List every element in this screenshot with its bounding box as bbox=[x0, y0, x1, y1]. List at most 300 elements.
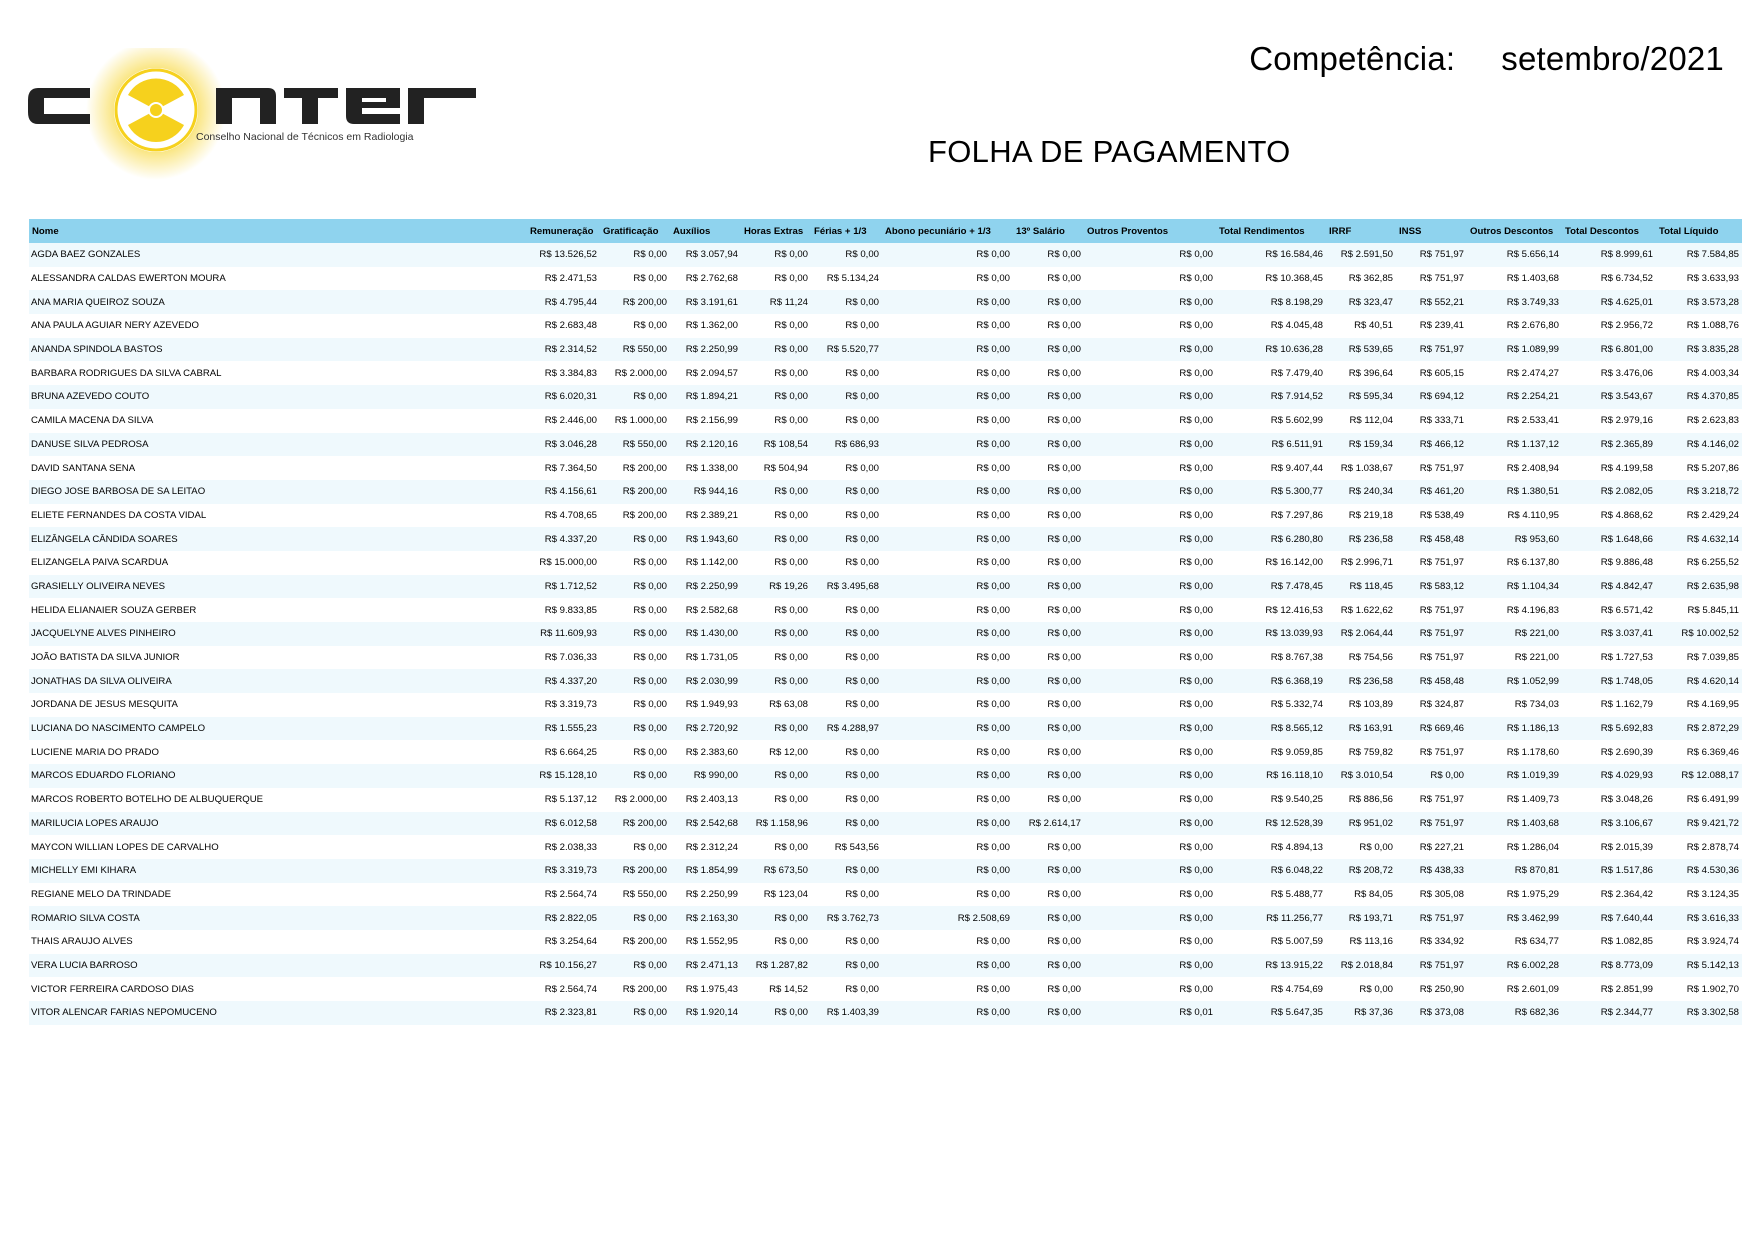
amount-cell: R$ 1.902,70 bbox=[1656, 977, 1742, 1001]
amount-cell: R$ 305,08 bbox=[1396, 883, 1467, 907]
amount-cell: R$ 0,00 bbox=[811, 551, 882, 575]
amount-cell: R$ 3.302,58 bbox=[1656, 1001, 1742, 1025]
amount-cell: R$ 16.584,46 bbox=[1216, 243, 1326, 267]
amount-cell: R$ 0,00 bbox=[600, 314, 670, 338]
employee-name-cell: MAYCON WILLIAN LOPES DE CARVALHO bbox=[29, 835, 527, 859]
amount-cell: R$ 0,00 bbox=[741, 669, 811, 693]
column-header: Horas Extras bbox=[741, 219, 811, 243]
amount-cell: R$ 1.052,99 bbox=[1467, 669, 1562, 693]
amount-cell: R$ 4.625,01 bbox=[1562, 290, 1656, 314]
amount-cell: R$ 458,48 bbox=[1396, 669, 1467, 693]
amount-cell: R$ 112,04 bbox=[1326, 409, 1396, 433]
amount-cell: R$ 2.956,72 bbox=[1562, 314, 1656, 338]
table-row bbox=[29, 764, 1742, 788]
amount-cell: R$ 751,97 bbox=[1396, 788, 1467, 812]
amount-cell: R$ 1.748,05 bbox=[1562, 669, 1656, 693]
employee-name-cell: JONATHAS DA SILVA OLIVEIRA bbox=[29, 669, 527, 693]
amount-cell: R$ 2.403,13 bbox=[670, 788, 741, 812]
amount-cell: R$ 1.162,79 bbox=[1562, 693, 1656, 717]
amount-cell: R$ 1.555,23 bbox=[527, 717, 600, 741]
amount-cell: R$ 1.104,34 bbox=[1467, 575, 1562, 599]
amount-cell: R$ 595,34 bbox=[1326, 385, 1396, 409]
table-row bbox=[29, 859, 1742, 883]
amount-cell: R$ 1.403,68 bbox=[1467, 267, 1562, 291]
amount-cell: R$ 4.196,83 bbox=[1467, 598, 1562, 622]
amount-cell: R$ 13.526,52 bbox=[527, 243, 600, 267]
amount-cell: R$ 2.683,48 bbox=[527, 314, 600, 338]
logo-letter-e bbox=[346, 88, 400, 124]
amount-cell: R$ 0,00 bbox=[1013, 551, 1084, 575]
competencia-label: Competência: bbox=[1249, 40, 1456, 77]
column-header: Total Descontos bbox=[1562, 219, 1656, 243]
amount-cell: R$ 4.632,14 bbox=[1656, 527, 1742, 551]
amount-cell: R$ 0,00 bbox=[811, 812, 882, 836]
amount-cell: R$ 0,00 bbox=[741, 788, 811, 812]
column-header: Outros Descontos bbox=[1467, 219, 1562, 243]
amount-cell: R$ 0,00 bbox=[741, 409, 811, 433]
amount-cell: R$ 2.676,80 bbox=[1467, 314, 1562, 338]
amount-cell: R$ 0,00 bbox=[1084, 361, 1216, 385]
amount-cell: R$ 4.146,02 bbox=[1656, 433, 1742, 457]
amount-cell: R$ 4.156,61 bbox=[527, 480, 600, 504]
column-header: Remuneração bbox=[527, 219, 600, 243]
amount-cell: R$ 2.623,83 bbox=[1656, 409, 1742, 433]
amount-cell: R$ 6.012,58 bbox=[527, 812, 600, 836]
amount-cell: R$ 0,00 bbox=[1013, 598, 1084, 622]
amount-cell: R$ 0,00 bbox=[600, 906, 670, 930]
amount-cell: R$ 12.088,17 bbox=[1656, 764, 1742, 788]
employee-name-cell: ROMARIO SILVA COSTA bbox=[29, 906, 527, 930]
amount-cell: R$ 0,00 bbox=[1013, 859, 1084, 883]
amount-cell: R$ 2.564,74 bbox=[527, 883, 600, 907]
amount-cell: R$ 5.207,86 bbox=[1656, 456, 1742, 480]
amount-cell: R$ 0,00 bbox=[811, 883, 882, 907]
amount-cell: R$ 0,00 bbox=[1013, 314, 1084, 338]
amount-cell: R$ 3.010,54 bbox=[1326, 764, 1396, 788]
amount-cell: R$ 0,00 bbox=[882, 338, 1013, 362]
amount-cell: R$ 396,64 bbox=[1326, 361, 1396, 385]
table-row bbox=[29, 409, 1742, 433]
amount-cell: R$ 1.178,60 bbox=[1467, 740, 1562, 764]
amount-cell: R$ 113,16 bbox=[1326, 930, 1396, 954]
employee-name-cell: ANA MARIA QUEIROZ SOUZA bbox=[29, 290, 527, 314]
amount-cell: R$ 0,00 bbox=[1013, 527, 1084, 551]
amount-cell: R$ 0,00 bbox=[1013, 504, 1084, 528]
amount-cell: R$ 2.312,24 bbox=[670, 835, 741, 859]
amount-cell: R$ 2.000,00 bbox=[600, 361, 670, 385]
amount-cell: R$ 0,00 bbox=[1013, 456, 1084, 480]
table-row bbox=[29, 622, 1742, 646]
amount-cell: R$ 0,00 bbox=[811, 740, 882, 764]
amount-cell: R$ 1.409,73 bbox=[1467, 788, 1562, 812]
amount-cell: R$ 1.943,60 bbox=[670, 527, 741, 551]
amount-cell: R$ 2.120,16 bbox=[670, 433, 741, 457]
amount-cell: R$ 2.446,00 bbox=[527, 409, 600, 433]
employee-name-cell: BRUNA AZEVEDO COUTO bbox=[29, 385, 527, 409]
amount-cell: R$ 0,00 bbox=[811, 977, 882, 1001]
employee-name-cell: JACQUELYNE ALVES PINHEIRO bbox=[29, 622, 527, 646]
amount-cell: R$ 0,00 bbox=[741, 551, 811, 575]
table-row bbox=[29, 527, 1742, 551]
amount-cell: R$ 0,00 bbox=[741, 385, 811, 409]
amount-cell: R$ 1.949,93 bbox=[670, 693, 741, 717]
amount-cell: R$ 6.491,99 bbox=[1656, 788, 1742, 812]
amount-cell: R$ 4.894,13 bbox=[1216, 835, 1326, 859]
amount-cell: R$ 5.520,77 bbox=[811, 338, 882, 362]
employee-name-cell: HELIDA ELIANAIER SOUZA GERBER bbox=[29, 598, 527, 622]
amount-cell: R$ 0,00 bbox=[882, 575, 1013, 599]
amount-cell: R$ 6.137,80 bbox=[1467, 551, 1562, 575]
amount-cell: R$ 200,00 bbox=[600, 504, 670, 528]
amount-cell: R$ 0,00 bbox=[1013, 764, 1084, 788]
amount-cell: R$ 0,00 bbox=[1084, 693, 1216, 717]
column-header: INSS bbox=[1396, 219, 1467, 243]
amount-cell: R$ 751,97 bbox=[1396, 622, 1467, 646]
amount-cell: R$ 2.018,84 bbox=[1326, 954, 1396, 978]
amount-cell: R$ 3.254,64 bbox=[527, 930, 600, 954]
amount-cell: R$ 373,08 bbox=[1396, 1001, 1467, 1025]
employee-name-cell: MICHELLY EMI KIHARA bbox=[29, 859, 527, 883]
amount-cell: R$ 40,51 bbox=[1326, 314, 1396, 338]
amount-cell: R$ 0,00 bbox=[1013, 243, 1084, 267]
table-row bbox=[29, 385, 1742, 409]
amount-cell: R$ 2.720,92 bbox=[670, 717, 741, 741]
amount-cell: R$ 550,00 bbox=[600, 338, 670, 362]
amount-cell: R$ 208,72 bbox=[1326, 859, 1396, 883]
amount-cell: R$ 193,71 bbox=[1326, 906, 1396, 930]
amount-cell: R$ 2.365,89 bbox=[1562, 433, 1656, 457]
amount-cell: R$ 0,00 bbox=[811, 622, 882, 646]
amount-cell: R$ 3.057,94 bbox=[670, 243, 741, 267]
amount-cell: R$ 0,00 bbox=[882, 527, 1013, 551]
amount-cell: R$ 200,00 bbox=[600, 859, 670, 883]
amount-cell: R$ 751,97 bbox=[1396, 456, 1467, 480]
amount-cell: R$ 2.542,68 bbox=[670, 812, 741, 836]
employee-name-cell: MARILUCIA LOPES ARAUJO bbox=[29, 812, 527, 836]
amount-cell: R$ 16.142,00 bbox=[1216, 551, 1326, 575]
amount-cell: R$ 0,00 bbox=[600, 267, 670, 291]
employee-name-cell: MARCOS ROBERTO BOTELHO DE ALBUQUERQUE bbox=[29, 788, 527, 812]
amount-cell: R$ 3.218,72 bbox=[1656, 480, 1742, 504]
table-row bbox=[29, 788, 1742, 812]
amount-cell: R$ 1.287,82 bbox=[741, 954, 811, 978]
amount-cell: R$ 0,00 bbox=[882, 954, 1013, 978]
amount-cell: R$ 0,00 bbox=[741, 243, 811, 267]
amount-cell: R$ 605,15 bbox=[1396, 361, 1467, 385]
amount-cell: R$ 7.364,50 bbox=[527, 456, 600, 480]
amount-cell: R$ 103,89 bbox=[1326, 693, 1396, 717]
employee-name-cell: AGDA BAEZ GONZALES bbox=[29, 243, 527, 267]
employee-name-cell: LUCIANA DO NASCIMENTO CAMPELO bbox=[29, 717, 527, 741]
amount-cell: R$ 4.199,58 bbox=[1562, 456, 1656, 480]
amount-cell: R$ 0,00 bbox=[1084, 267, 1216, 291]
amount-cell: R$ 990,00 bbox=[670, 764, 741, 788]
amount-cell: R$ 1.975,43 bbox=[670, 977, 741, 1001]
amount-cell: R$ 0,00 bbox=[882, 740, 1013, 764]
amount-cell: R$ 2.064,44 bbox=[1326, 622, 1396, 646]
amount-cell: R$ 0,00 bbox=[1326, 835, 1396, 859]
amount-cell: R$ 6.734,52 bbox=[1562, 267, 1656, 291]
amount-cell: R$ 4.795,44 bbox=[527, 290, 600, 314]
amount-cell: R$ 686,93 bbox=[811, 433, 882, 457]
table-row bbox=[29, 883, 1742, 907]
amount-cell: R$ 2.822,05 bbox=[527, 906, 600, 930]
amount-cell: R$ 0,00 bbox=[882, 504, 1013, 528]
amount-cell: R$ 2.389,21 bbox=[670, 504, 741, 528]
table-row bbox=[29, 977, 1742, 1001]
amount-cell: R$ 2.364,42 bbox=[1562, 883, 1656, 907]
amount-cell: R$ 1.082,85 bbox=[1562, 930, 1656, 954]
amount-cell: R$ 2.996,71 bbox=[1326, 551, 1396, 575]
amount-cell: R$ 0,00 bbox=[882, 551, 1013, 575]
employee-name-cell: CAMILA MACENA DA SILVA bbox=[29, 409, 527, 433]
amount-cell: R$ 0,00 bbox=[1013, 930, 1084, 954]
amount-cell: R$ 0,00 bbox=[811, 693, 882, 717]
amount-cell: R$ 0,00 bbox=[811, 480, 882, 504]
amount-cell: R$ 12,00 bbox=[741, 740, 811, 764]
amount-cell: R$ 751,97 bbox=[1396, 906, 1467, 930]
amount-cell: R$ 2.250,99 bbox=[670, 883, 741, 907]
amount-cell: R$ 0,00 bbox=[600, 740, 670, 764]
amount-cell: R$ 333,71 bbox=[1396, 409, 1467, 433]
amount-cell: R$ 0,00 bbox=[1013, 977, 1084, 1001]
amount-cell: R$ 0,00 bbox=[1084, 456, 1216, 480]
amount-cell: R$ 0,00 bbox=[1013, 338, 1084, 362]
amount-cell: R$ 1.000,00 bbox=[600, 409, 670, 433]
amount-cell: R$ 0,00 bbox=[1084, 764, 1216, 788]
amount-cell: R$ 4.708,65 bbox=[527, 504, 600, 528]
amount-cell: R$ 539,65 bbox=[1326, 338, 1396, 362]
amount-cell: R$ 7.297,86 bbox=[1216, 504, 1326, 528]
amount-cell: R$ 3.048,26 bbox=[1562, 788, 1656, 812]
amount-cell: R$ 200,00 bbox=[600, 977, 670, 1001]
amount-cell: R$ 0,00 bbox=[600, 693, 670, 717]
amount-cell: R$ 0,00 bbox=[1013, 693, 1084, 717]
amount-cell: R$ 0,00 bbox=[882, 314, 1013, 338]
amount-cell: R$ 2.762,68 bbox=[670, 267, 741, 291]
amount-cell: R$ 9.421,72 bbox=[1656, 812, 1742, 836]
amount-cell: R$ 3.573,28 bbox=[1656, 290, 1742, 314]
amount-cell: R$ 8.767,38 bbox=[1216, 646, 1326, 670]
column-header: 13º Salário bbox=[1013, 219, 1084, 243]
amount-cell: R$ 5.602,99 bbox=[1216, 409, 1326, 433]
employee-name-cell: ANA PAULA AGUIAR NERY AZEVEDO bbox=[29, 314, 527, 338]
logo-subtitle: Conselho Nacional de Técnicos em Radiologia bbox=[196, 131, 414, 143]
amount-cell: R$ 458,48 bbox=[1396, 527, 1467, 551]
amount-cell: R$ 108,54 bbox=[741, 433, 811, 457]
amount-cell: R$ 0,00 bbox=[1013, 883, 1084, 907]
employee-name-cell: THAIS ARAUJO ALVES bbox=[29, 930, 527, 954]
amount-cell: R$ 3.046,28 bbox=[527, 433, 600, 457]
amount-cell: R$ 4.029,93 bbox=[1562, 764, 1656, 788]
amount-cell: R$ 0,00 bbox=[882, 385, 1013, 409]
amount-cell: R$ 8.999,61 bbox=[1562, 243, 1656, 267]
amount-cell: R$ 0,00 bbox=[882, 598, 1013, 622]
amount-cell: R$ 3.037,41 bbox=[1562, 622, 1656, 646]
amount-cell: R$ 3.633,93 bbox=[1656, 267, 1742, 291]
amount-cell: R$ 0,00 bbox=[882, 290, 1013, 314]
amount-cell: R$ 2.030,99 bbox=[670, 669, 741, 693]
amount-cell: R$ 694,12 bbox=[1396, 385, 1467, 409]
amount-cell: R$ 227,21 bbox=[1396, 835, 1467, 859]
amount-cell: R$ 0,00 bbox=[1084, 433, 1216, 457]
table-row bbox=[29, 551, 1742, 575]
table-row bbox=[29, 717, 1742, 741]
amount-cell: R$ 2.471,13 bbox=[670, 954, 741, 978]
amount-cell: R$ 2.250,99 bbox=[670, 575, 741, 599]
amount-cell: R$ 5.845,11 bbox=[1656, 598, 1742, 622]
amount-cell: R$ 5.692,83 bbox=[1562, 717, 1656, 741]
amount-cell: R$ 84,05 bbox=[1326, 883, 1396, 907]
amount-cell: R$ 0,01 bbox=[1084, 1001, 1216, 1025]
amount-cell: R$ 3.124,35 bbox=[1656, 883, 1742, 907]
amount-cell: R$ 2.979,16 bbox=[1562, 409, 1656, 433]
employee-name-cell: JOÃO BATISTA DA SILVA JUNIOR bbox=[29, 646, 527, 670]
amount-cell: R$ 751,97 bbox=[1396, 598, 1467, 622]
amount-cell: R$ 0,00 bbox=[600, 385, 670, 409]
amount-cell: R$ 0,00 bbox=[1013, 646, 1084, 670]
amount-cell: R$ 2.323,81 bbox=[527, 1001, 600, 1025]
table-row bbox=[29, 646, 1742, 670]
amount-cell: R$ 1.731,05 bbox=[670, 646, 741, 670]
conter-logo bbox=[28, 48, 508, 183]
amount-cell: R$ 6.255,52 bbox=[1656, 551, 1742, 575]
amount-cell: R$ 63,08 bbox=[741, 693, 811, 717]
amount-cell: R$ 759,82 bbox=[1326, 740, 1396, 764]
column-header: Férias + 1/3 bbox=[811, 219, 882, 243]
amount-cell: R$ 504,94 bbox=[741, 456, 811, 480]
amount-cell: R$ 2.082,05 bbox=[1562, 480, 1656, 504]
amount-cell: R$ 1.286,04 bbox=[1467, 835, 1562, 859]
amount-cell: R$ 3.462,99 bbox=[1467, 906, 1562, 930]
amount-cell: R$ 466,12 bbox=[1396, 433, 1467, 457]
amount-cell: R$ 159,34 bbox=[1326, 433, 1396, 457]
amount-cell: R$ 236,58 bbox=[1326, 527, 1396, 551]
amount-cell: R$ 0,00 bbox=[741, 598, 811, 622]
amount-cell: R$ 2.471,53 bbox=[527, 267, 600, 291]
employee-name-cell: VITOR ALENCAR FARIAS NEPOMUCENO bbox=[29, 1001, 527, 1025]
table-row bbox=[29, 835, 1742, 859]
amount-cell: R$ 0,00 bbox=[882, 693, 1013, 717]
employee-name-cell: DAVID SANTANA SENA bbox=[29, 456, 527, 480]
amount-cell: R$ 0,00 bbox=[1084, 788, 1216, 812]
amount-cell: R$ 0,00 bbox=[1084, 883, 1216, 907]
amount-cell: R$ 0,00 bbox=[600, 764, 670, 788]
amount-cell: R$ 552,21 bbox=[1396, 290, 1467, 314]
amount-cell: R$ 3.476,06 bbox=[1562, 361, 1656, 385]
amount-cell: R$ 734,03 bbox=[1467, 693, 1562, 717]
amount-cell: R$ 9.407,44 bbox=[1216, 456, 1326, 480]
amount-cell: R$ 543,56 bbox=[811, 835, 882, 859]
amount-cell: R$ 10.002,52 bbox=[1656, 622, 1742, 646]
amount-cell: R$ 0,00 bbox=[811, 764, 882, 788]
amount-cell: R$ 2.872,29 bbox=[1656, 717, 1742, 741]
amount-cell: R$ 0,00 bbox=[1084, 930, 1216, 954]
amount-cell: R$ 0,00 bbox=[1084, 290, 1216, 314]
employee-name-cell: ELIETE FERNANDES DA COSTA VIDAL bbox=[29, 504, 527, 528]
employee-name-cell: DANUSE SILVA PEDROSA bbox=[29, 433, 527, 457]
amount-cell: R$ 0,00 bbox=[882, 243, 1013, 267]
amount-cell: R$ 4.337,20 bbox=[527, 669, 600, 693]
amount-cell: R$ 5.137,12 bbox=[527, 788, 600, 812]
amount-cell: R$ 0,00 bbox=[1013, 267, 1084, 291]
table-row bbox=[29, 598, 1742, 622]
amount-cell: R$ 0,00 bbox=[1084, 717, 1216, 741]
amount-cell: R$ 19,26 bbox=[741, 575, 811, 599]
amount-cell: R$ 0,00 bbox=[1013, 385, 1084, 409]
employee-name-cell: JORDANA DE JESUS MESQUITA bbox=[29, 693, 527, 717]
amount-cell: R$ 6.020,31 bbox=[527, 385, 600, 409]
amount-cell: R$ 870,81 bbox=[1467, 859, 1562, 883]
amount-cell: R$ 953,60 bbox=[1467, 527, 1562, 551]
column-header: Gratificação bbox=[600, 219, 670, 243]
amount-cell: R$ 0,00 bbox=[811, 954, 882, 978]
amount-cell: R$ 1.038,67 bbox=[1326, 456, 1396, 480]
amount-cell: R$ 0,00 bbox=[882, 812, 1013, 836]
table-row bbox=[29, 243, 1742, 267]
amount-cell: R$ 2.533,41 bbox=[1467, 409, 1562, 433]
amount-cell: R$ 0,00 bbox=[1084, 906, 1216, 930]
amount-cell: R$ 1.712,52 bbox=[527, 575, 600, 599]
employee-name-cell: MARCOS EDUARDO FLORIANO bbox=[29, 764, 527, 788]
amount-cell: R$ 6.048,22 bbox=[1216, 859, 1326, 883]
amount-cell: R$ 6.368,19 bbox=[1216, 669, 1326, 693]
amount-cell: R$ 550,00 bbox=[600, 433, 670, 457]
table-row bbox=[29, 693, 1742, 717]
table-row bbox=[29, 338, 1742, 362]
amount-cell: R$ 7.640,44 bbox=[1562, 906, 1656, 930]
amount-cell: R$ 0,00 bbox=[811, 669, 882, 693]
amount-cell: R$ 1.894,21 bbox=[670, 385, 741, 409]
amount-cell: R$ 0,00 bbox=[741, 622, 811, 646]
amount-cell: R$ 1.338,00 bbox=[670, 456, 741, 480]
amount-cell: R$ 2.508,69 bbox=[882, 906, 1013, 930]
amount-cell: R$ 0,00 bbox=[600, 954, 670, 978]
amount-cell: R$ 3.191,61 bbox=[670, 290, 741, 314]
table-row bbox=[29, 267, 1742, 291]
amount-cell: R$ 4.530,36 bbox=[1656, 859, 1742, 883]
amount-cell: R$ 0,00 bbox=[811, 527, 882, 551]
amount-cell: R$ 2.690,39 bbox=[1562, 740, 1656, 764]
employee-name-cell: BARBARA RODRIGUES DA SILVA CABRAL bbox=[29, 361, 527, 385]
table-row bbox=[29, 480, 1742, 504]
amount-cell: R$ 2.094,57 bbox=[670, 361, 741, 385]
amount-cell: R$ 15.000,00 bbox=[527, 551, 600, 575]
amount-cell: R$ 669,46 bbox=[1396, 717, 1467, 741]
amount-cell: R$ 0,00 bbox=[741, 338, 811, 362]
amount-cell: R$ 10.368,45 bbox=[1216, 267, 1326, 291]
logo-letter-t bbox=[284, 88, 338, 124]
amount-cell: R$ 5.332,74 bbox=[1216, 693, 1326, 717]
amount-cell: R$ 240,34 bbox=[1326, 480, 1396, 504]
amount-cell: R$ 0,00 bbox=[1084, 977, 1216, 1001]
amount-cell: R$ 221,00 bbox=[1467, 622, 1562, 646]
amount-cell: R$ 2.383,60 bbox=[670, 740, 741, 764]
amount-cell: R$ 673,50 bbox=[741, 859, 811, 883]
amount-cell: R$ 0,00 bbox=[741, 527, 811, 551]
amount-cell: R$ 0,00 bbox=[741, 314, 811, 338]
amount-cell: R$ 3.616,33 bbox=[1656, 906, 1742, 930]
amount-cell: R$ 6.002,28 bbox=[1467, 954, 1562, 978]
amount-cell: R$ 751,97 bbox=[1396, 954, 1467, 978]
amount-cell: R$ 3.924,74 bbox=[1656, 930, 1742, 954]
amount-cell: R$ 6.801,00 bbox=[1562, 338, 1656, 362]
amount-cell: R$ 0,00 bbox=[811, 859, 882, 883]
column-header: IRRF bbox=[1326, 219, 1396, 243]
amount-cell: R$ 0,00 bbox=[882, 267, 1013, 291]
amount-cell: R$ 0,00 bbox=[1084, 646, 1216, 670]
amount-cell: R$ 0,00 bbox=[1084, 622, 1216, 646]
